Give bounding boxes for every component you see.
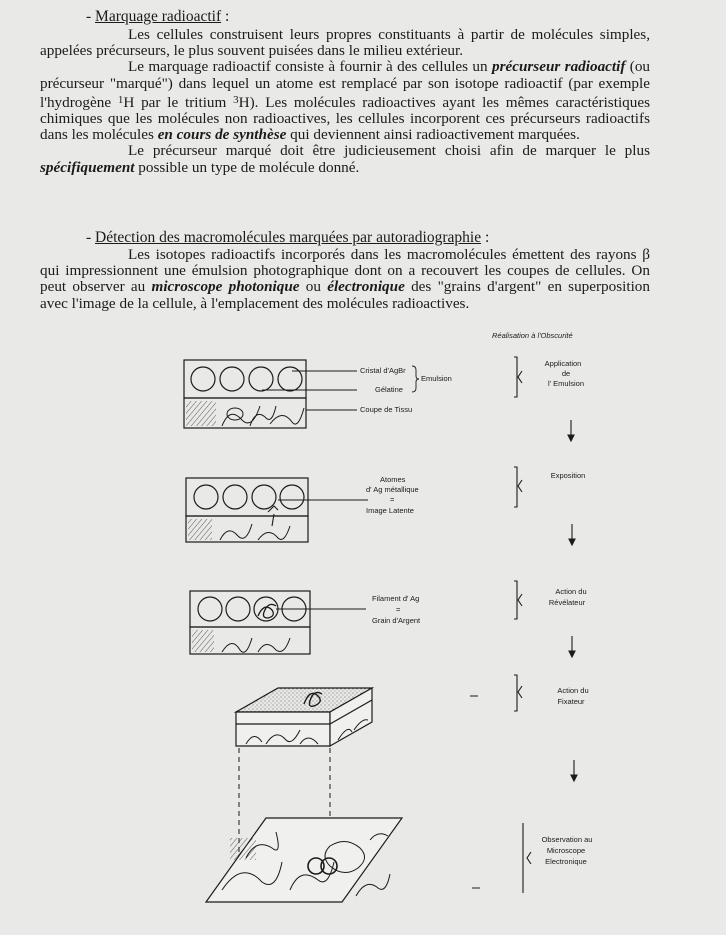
text-run: (ou précurseur "marqué") dans lequel un atome est remplacé par son isotope radioactif (par exemple l'hydrogène	[40, 58, 651, 111]
superscript: 1	[117, 93, 124, 106]
superscript: 3	[233, 93, 239, 106]
step-text: Action du	[555, 587, 587, 596]
step-text: Révélateur	[548, 598, 586, 607]
step-text: Action du	[557, 686, 589, 695]
label-grain-argent: Grain d'Argent	[372, 616, 421, 625]
diagram-header: Réalisation à l'Obscurité	[492, 331, 573, 340]
text-run: Les isotopes radioactifs incorporés dans les macromolécules émettent des rayons β qui impressionnent une émulsion photographique dont on a recouvert les coupes de cellules. On peut observer au	[40, 246, 650, 296]
label-emulsion: Emulsion	[421, 374, 452, 383]
heading-text: Détection des macromolécules marquées par autoradiographie	[95, 229, 482, 246]
label-atomes-ag: d' Ag métallique	[366, 485, 419, 494]
text-run: qui deviennent ainsi radioactivement marquées.	[286, 126, 580, 144]
text-run: possible un type de molécule donné.	[134, 158, 360, 176]
step-text: Exposition	[550, 471, 586, 480]
step-1-label	[545, 359, 584, 388]
step-text: l' Emulsion	[547, 379, 585, 388]
step-text: Fixateur	[557, 697, 585, 706]
step-4-label	[557, 686, 588, 706]
emphasis-text: en cours de synthèse	[157, 126, 287, 144]
step-text: Application	[544, 359, 582, 368]
step-3-label	[549, 587, 587, 607]
text-run: H par le tritium	[123, 93, 234, 111]
text-run: H). Les molécules radioactives ayant les mêmes caractéristiques chimiques que les molécules non radioactives, les cellules incorporent ces précurseurs radioactifs dans les molécules	[40, 93, 650, 144]
label-coupe: Coupe de Tissu	[360, 405, 413, 414]
step-text: de	[561, 369, 571, 378]
stage-5-observation-slice	[206, 818, 402, 902]
text-run: Le précurseur marqué doit être judicieusement choisi afin de marquer le plus	[128, 142, 650, 160]
heading-suffix: :	[481, 229, 490, 246]
label-equals: =	[396, 605, 401, 614]
label-filament: Filament d' Ag	[372, 594, 420, 603]
step-5-label	[542, 835, 593, 866]
emphasis-text: électronique	[327, 278, 405, 296]
stage-2-exposure-block	[186, 478, 308, 542]
emphasis-text: microscope photonique	[151, 278, 300, 296]
step-text: Electronique	[545, 857, 587, 866]
label-equals: =	[390, 495, 395, 504]
text-run: ou	[299, 278, 328, 296]
heading-prefix: -	[86, 8, 96, 25]
heading-suffix: :	[221, 8, 230, 25]
text-run: Le marquage radioactif consiste à fournir à des cellules un	[128, 58, 492, 76]
label-atomes: Atomes	[380, 475, 406, 484]
step-2-label	[551, 471, 586, 480]
paragraph: Les cellules construisent leurs propres constituants à partir de molécules simples, appelées précurseurs, le plus souvent puisées dans le milieu extérieur.	[40, 26, 650, 60]
stage-4-fixed-block	[236, 688, 372, 746]
heading-text: Marquage radioactif	[95, 8, 222, 25]
heading-prefix: -	[86, 229, 96, 246]
label-cristal: Cristal d'AgBr	[360, 366, 406, 375]
step-brackets	[514, 357, 531, 893]
step-text: Observation au	[541, 835, 593, 844]
label-gelatine: Gélatine	[375, 385, 403, 394]
emphasis-text: spécifiquement	[40, 158, 135, 176]
stage-1-emulsion-block	[184, 360, 306, 428]
text-run: des "grains d'argent" en superposition avec l'image de la cellule, à l'emplacement des molécules radioactives.	[40, 278, 650, 312]
label-image-latente: Image Latente	[366, 506, 414, 515]
emphasis-text: précurseur radioactif	[491, 58, 626, 76]
stage-3-developer-block	[190, 591, 310, 654]
step-text: Microscope	[546, 846, 586, 855]
margin-dashes	[470, 696, 480, 888]
